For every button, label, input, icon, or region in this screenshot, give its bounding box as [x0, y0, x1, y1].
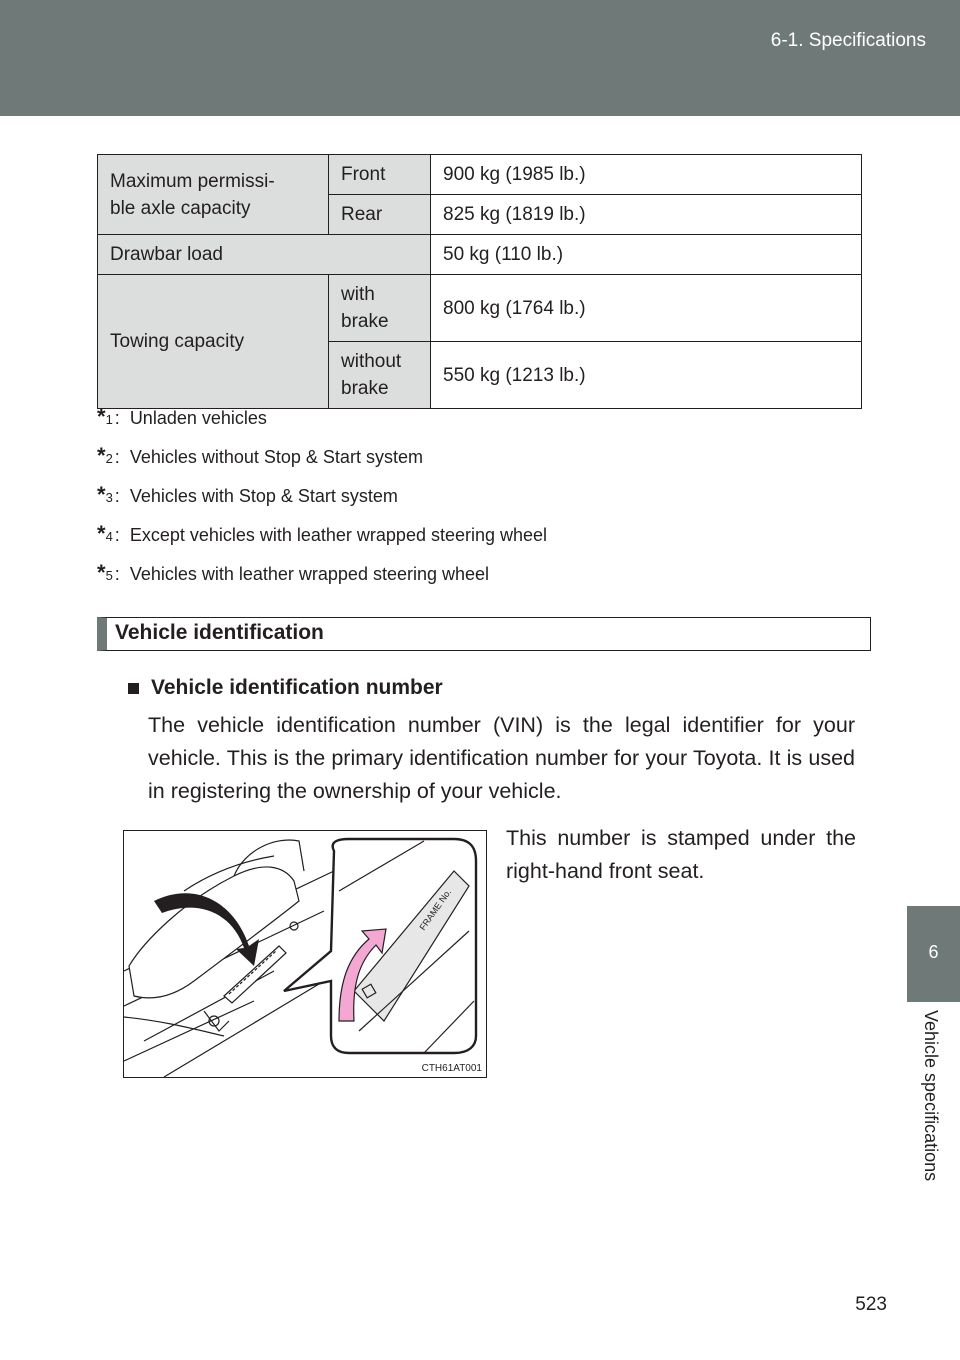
drawbar-label: Drawbar load [98, 235, 431, 275]
footnote: * 5 : Vehicles with leather wrapped steering wheel [97, 560, 490, 585]
footnote-mark: * [97, 404, 106, 429]
rear-value: 825 kg (1819 lb.) [431, 195, 862, 235]
footnote-text: Vehicles without Stop & Start system [129, 447, 423, 467]
drawbar-value: 50 kg (110 lb.) [431, 235, 862, 275]
axle-capacity-label: Maximum permissi- ble axle capacity [98, 155, 329, 235]
subheading [128, 676, 443, 700]
plate-text: FRAME No. [417, 887, 454, 933]
spec-table [97, 154, 862, 409]
chapter-number: 6 [928, 942, 939, 962]
section-heading-box [97, 617, 871, 651]
square-bullet-icon [128, 683, 139, 694]
vin-location: This number is stamped under the right-hand front seat. [506, 826, 856, 883]
section-title: 6-1. Specifications [770, 30, 926, 51]
footnote-mark: * [97, 443, 106, 468]
page-number: 523 [855, 1294, 887, 1315]
footnote-mark: * [97, 482, 106, 507]
footnote: * 1 : Unladen vehicles [97, 404, 267, 429]
chapter-tab[interactable] [907, 906, 960, 1002]
footnote-number: 5 [105, 568, 113, 583]
vin-description: The vehicle identification number (VIN) is the legal identifier for your vehicle. This is the primary identification number for your Toyota. It is used in registering the ownership of your vehicle. [148, 713, 855, 803]
chapter-label: Vehicle specifications [921, 1010, 941, 1182]
footnote-number: 2 [105, 451, 113, 466]
footnote: * 3 : Vehicles with Stop & Start system [97, 482, 398, 507]
footnote-mark: * [97, 560, 106, 585]
subheading-text: Vehicle identification number [151, 676, 443, 699]
without-brake-value: 550 kg (1213 lb.) [431, 342, 862, 409]
footnote-number: 1 [105, 412, 113, 427]
with-brake-label: with brake [329, 275, 431, 342]
seat-illustration [124, 831, 486, 1077]
section-heading: Vehicle identification [115, 621, 324, 644]
footnote-text: Vehicles with leather wrapped steering wheel [129, 564, 490, 584]
footnote-text: Except vehicles with leather wrapped steering wheel [129, 525, 548, 545]
footnote-number: 4 [105, 529, 113, 544]
with-brake-value: 800 kg (1764 lb.) [431, 275, 862, 342]
footnotes [97, 404, 547, 599]
rear-label: Rear [329, 195, 431, 235]
vin-location-illustration [123, 830, 487, 1078]
towing-label: Towing capacity [98, 275, 329, 409]
footnote-text: Unladen vehicles [129, 408, 267, 428]
front-label: Front [329, 155, 431, 195]
front-value: 900 kg (1985 lb.) [431, 155, 862, 195]
footnote: * 2 : Vehicles without Stop & Start system [97, 443, 423, 468]
footnote-number: 3 [105, 490, 113, 505]
figure-code: CTH61AT001 [421, 1063, 482, 1074]
page-header [0, 0, 960, 116]
footnote-mark: * [97, 521, 106, 546]
footnote-text: Vehicles with Stop & Start system [129, 486, 398, 506]
footnote: * 4 : Except vehicles with leather wrapped steering wheel [97, 521, 548, 546]
without-brake-label: without brake [329, 342, 431, 409]
